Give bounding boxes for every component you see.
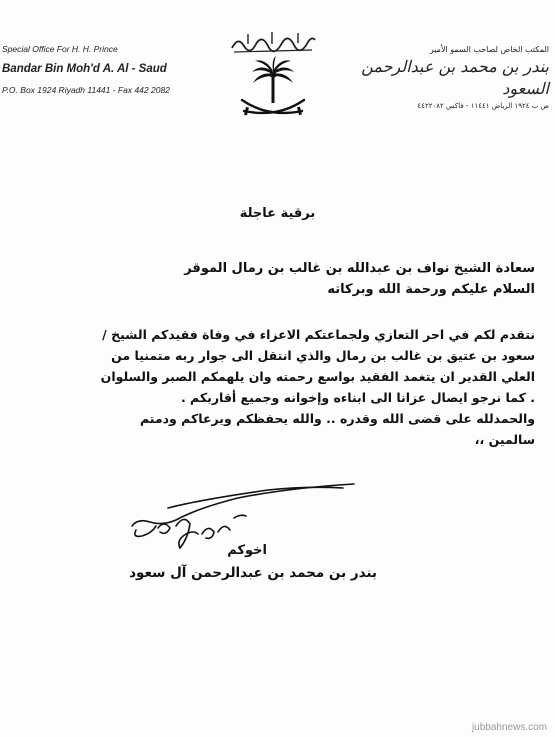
- letter-closing: [129, 540, 377, 584]
- letterhead-address-en: P.O. Box 1924 Riyadh 11441 - Fax 442 2082: [2, 85, 170, 95]
- letter-body: [15, 324, 535, 450]
- letter-salutation: [15, 258, 535, 300]
- palm-and-swords-icon: [228, 56, 318, 126]
- body-line: والحمدلله على قضى الله وقدره .. والله يحفظكم ويرعاكم ودمتم: [140, 411, 535, 426]
- body-line: نتقدم لكم في احر التعازي ولجماعتكم الاعزاء في وفاة فقيدكم الشيخ /: [102, 327, 535, 342]
- letterhead-name-en: Bandar Bin Moh'd A. Al - Saud: [2, 63, 167, 75]
- body-line: . كما نرجو ايصال عزانا الى ابناءه وإخوانه وجميع أقاربكم .: [180, 390, 535, 405]
- greeting-line: السلام عليكم ورحمة الله وبركاته: [327, 282, 535, 297]
- letter-heading: برقية عاجلة: [239, 206, 316, 221]
- site-watermark: jubbahnews.com: [471, 722, 547, 733]
- letterhead-english: [2, 44, 202, 96]
- closing-sender-name: بندر بن محمد بن عبدالرحمن آل سعود: [129, 565, 377, 581]
- letterhead-name-ar: بندر بن محمد بن عبدالرحمن السعود: [361, 57, 549, 98]
- letterhead-office-ar: المكتب الخاص لصاحب السمو الأمير: [429, 45, 549, 54]
- bismillah-calligraphy: [228, 28, 318, 56]
- letterhead-arabic: [349, 44, 549, 111]
- body-line: العلي القدير ان يتغمد الفقيد بواسع رحمته وان يلهمكم الصبر والسلوان: [100, 369, 535, 384]
- body-line: سالمين ،،: [474, 432, 535, 447]
- body-line: سعود بن عتيق بن غالب بن رمال والذي انتقل الى جوار ربه متمنيا من: [111, 348, 535, 363]
- closing-brother: اخوكم: [227, 543, 267, 558]
- letterhead-office-en: Special Office For H. H. Prince: [2, 44, 118, 54]
- saudi-emblem: [228, 28, 318, 126]
- addressee-line: سعادة الشيخ نواف بن عبدالله بن غالب بن رمال الموقر: [184, 261, 535, 276]
- letterhead-address-ar: ص ب ١٩٢٤ الرياض ١١٤٤١ - فاكس ٤٤٢٢٠٨٢: [417, 102, 549, 110]
